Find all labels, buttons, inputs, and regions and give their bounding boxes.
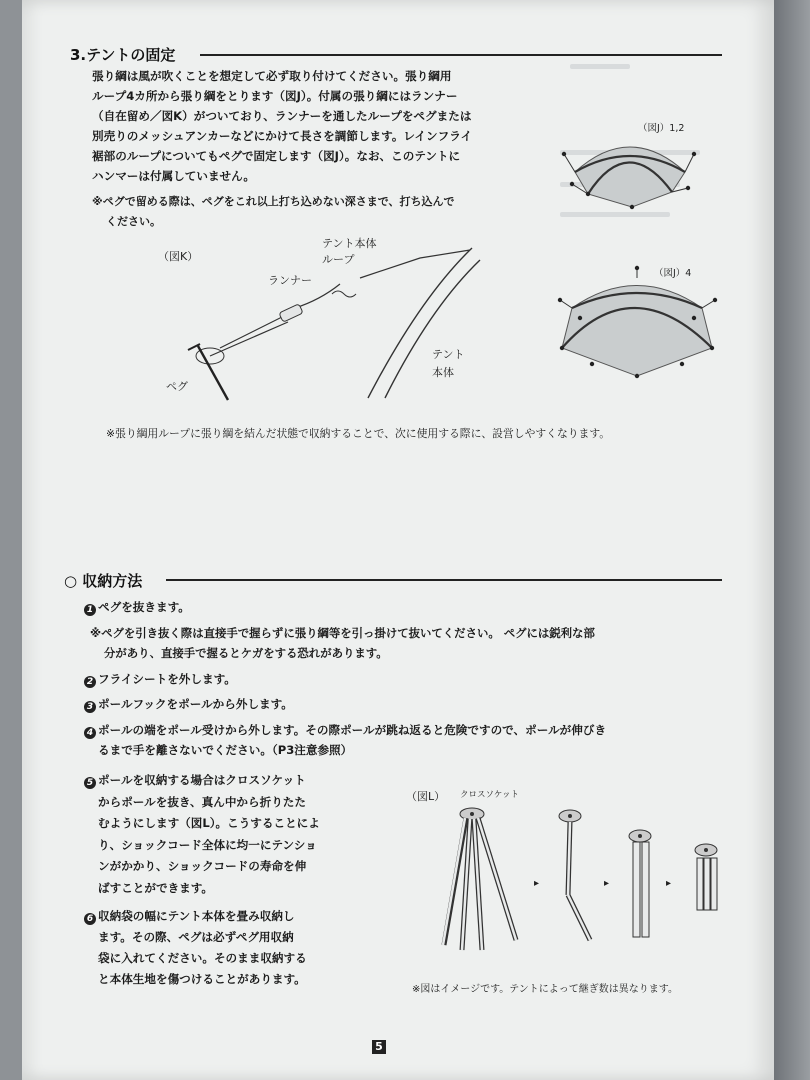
svg-text:▸: ▸	[604, 878, 610, 889]
fig-j1-label: （図J）1,2	[638, 123, 685, 134]
body-line: ループ4カ所から張り綱をとります（図J）。付属の張り綱にはランナー	[92, 89, 458, 103]
fig-k-peg-label: ペグ	[166, 380, 188, 393]
fig-k-tent-body-label: テント 本体	[432, 348, 465, 379]
step-number-badge: 5	[84, 777, 96, 789]
step-number-badge: 4	[84, 727, 96, 739]
storage-step: 1 ペグを抜きます。	[84, 597, 190, 617]
step-number-badge: 3	[84, 701, 96, 713]
storage-step: 2 フライシートを外します。	[84, 669, 236, 689]
fig-l-cross-socket-label: クロスソケット	[460, 790, 519, 800]
fig-k-runner-label: ランナー	[268, 274, 312, 287]
storage-tip-note: ※張り綱用ループに張り綱を結んだ状態で収納することで、次に使用する際に、設営しやすくなります。	[106, 427, 611, 440]
fig-j2-tent-illustration	[552, 268, 722, 388]
storage-caution-note: ※ペグを引き抜く際は直接手で握らずに張り綱等を引っ掛けて抜いてください。 ペグには鋭利な部 分があり、直接手で握るとケガをする恐れがあります。	[90, 626, 595, 660]
section3-body	[92, 66, 472, 186]
body-line: 裾部のループについてもペグで固定します（図J）。なお、このテントに	[92, 149, 461, 163]
step-number-badge: 1	[84, 604, 96, 616]
storage-step: 6 収納袋の幅にテント本体を畳み収納し ます。その際、ペグは必ずペグ用収納 袋に入れてください。そのまま収納する と本体生地を傷つけることがあります。	[84, 906, 307, 990]
fig-j1-tent-illustration	[560, 132, 700, 212]
storage-step: 5 ポールを収納する場合はクロスソケット からポールを抜き、真ん中から折りたた むようにします（図L）。こうすることによ り、ショックコード全体に均一にテンショ ンがかかり、ショックコードの寿命を伸 ばすことができます。	[84, 770, 320, 899]
note-line: ※ペグで留める際は、ペグをこれ以上打ち込めない深さまで、打ち込んで	[92, 195, 455, 208]
page-number: 5	[372, 1040, 386, 1054]
section-rule	[200, 54, 722, 56]
fig-k-label: （図K）	[158, 250, 199, 263]
storage-step: 4 ポールの端をポール受けから外します。その際ポールが跳ね返ると危険ですので、ポールが伸びき るまで手を離さないでください。（P3注意参照）	[84, 720, 606, 760]
note-line: ください。	[106, 215, 161, 228]
storage-step: 3 ポールフックをポールから外します。	[84, 694, 293, 714]
section-rule	[166, 579, 722, 581]
background-surface	[774, 0, 810, 1080]
body-line: 別売りのメッシュアンカーなどにかけて長さを調節します。レインフライ	[92, 129, 473, 143]
step-number-badge: 6	[84, 913, 96, 925]
fig-k-guyline-illustration	[180, 238, 480, 408]
fig-l-note: ※図はイメージです。テントによって継ぎ数は異なります。	[412, 984, 678, 995]
body-line: ハンマーは付属していません。	[92, 169, 256, 183]
show-through	[560, 212, 670, 217]
fig-l-label: （図L）	[406, 790, 446, 803]
section-title: 3.テントの固定	[70, 46, 176, 64]
fig-l-pole-folding-illustration	[430, 800, 740, 960]
peg-note	[92, 192, 454, 232]
svg-text:▸: ▸	[534, 878, 540, 889]
show-through	[570, 64, 630, 69]
step-number-badge: 2	[84, 676, 96, 688]
fig-k-tent-loop-label: テント本体 ループ	[322, 237, 377, 266]
body-line: （自在留め／図K）がついており、ランナーを通したループをペグまたは	[92, 109, 472, 123]
svg-text:▸: ▸	[666, 878, 672, 889]
section-title: ○ 収納方法	[64, 572, 143, 590]
fig-j2-label: （図J）4	[654, 268, 692, 279]
body-line: 張り綱は風が吹くことを想定して必ず取り付けてください。張り綱用	[92, 69, 452, 83]
